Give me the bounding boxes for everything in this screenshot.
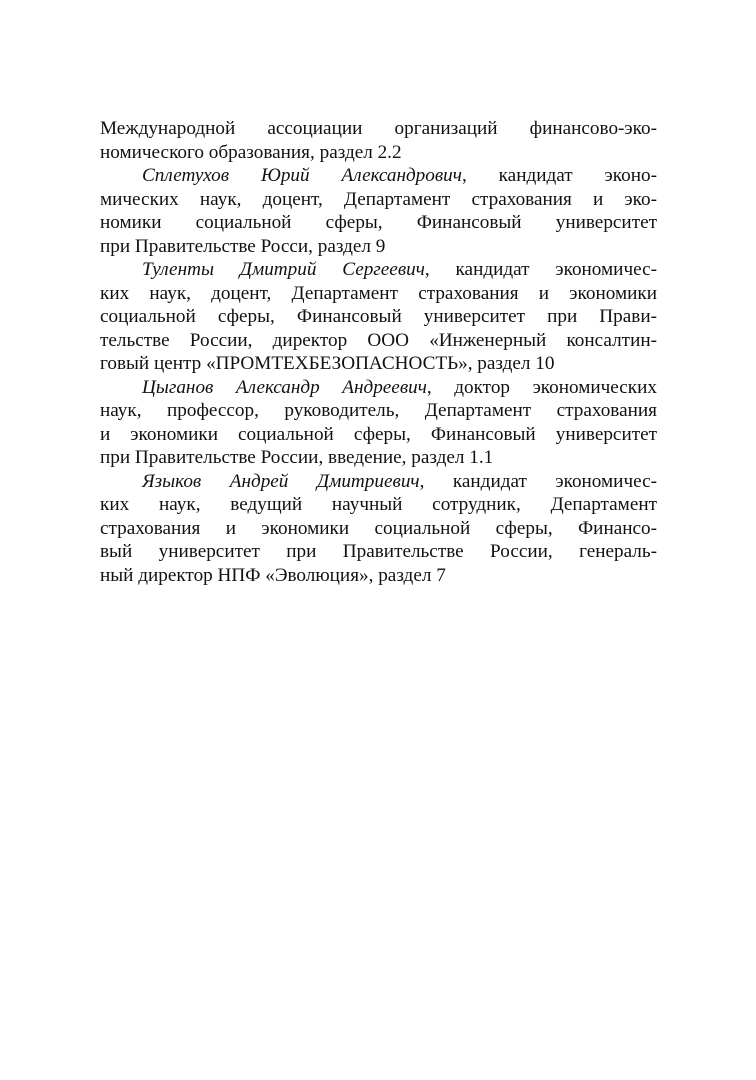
paragraph-first-line — [100, 258, 657, 282]
author-details: , кандидат эконо- — [461, 165, 657, 186]
author-details: , доктор экономических — [426, 376, 657, 398]
paragraph-line: социальной сферы, Финансовый университет при Прави- — [100, 306, 657, 327]
paragraph-line: страхования и экономики социальной сферы, Финансо- — [100, 517, 657, 539]
paragraph-line: ких наук, ведущий научный сотрудник, Департамент — [100, 494, 657, 515]
paragraph-line: Международной ассоциации организаций финансово-эко- — [100, 118, 657, 139]
paragraph-line: и экономики социальной сферы, Финансовый университет — [100, 423, 657, 445]
paragraph-line: наук, профессор, руководитель, Департамент страхования — [100, 400, 657, 421]
paragraph-first-line — [100, 164, 657, 188]
paragraph-line: при Правительстве Росси, раздел 9 — [100, 235, 386, 257]
paragraph-line: ких наук, доцент, Департамент страхования и экономики — [100, 282, 657, 304]
paragraph-line: мических наук, доцент, Департамент страхования и эко- — [100, 188, 657, 210]
author-name: Туленты Дмитрий Сергеевич — [142, 259, 425, 280]
paragraph-line: номического образования, раздел 2.2 — [100, 141, 402, 163]
paragraph-line: ный директор НПФ «Эволюция», раздел 7 — [100, 564, 446, 586]
paragraph-line: вый университет при Правительстве России, генераль- — [100, 541, 657, 562]
paragraph-line: говый центр «ПРОМТЕХБЕЗОПАСНОСТЬ», раздел 10 — [100, 353, 555, 374]
paragraph-line: номики социальной сферы, Финансовый университет — [100, 212, 657, 233]
contributors-list — [100, 117, 657, 587]
paragraph-line: при Правительстве России, введение, раздел 1.1 — [100, 447, 494, 468]
paragraph-first-line — [100, 470, 657, 494]
paragraph-first-line — [100, 376, 657, 400]
author-name: Языков Андрей Дмитриевич — [142, 470, 420, 492]
author-details: , кандидат экономичес- — [419, 470, 657, 492]
author-details: , кандидат экономичес- — [424, 259, 657, 280]
author-name: Цыганов Александр Андреевич — [142, 376, 427, 398]
paragraph-line: тельстве России, директор ООО «Инженерный консалтин- — [100, 329, 657, 351]
author-name: Сплетухов Юрий Александрович — [142, 165, 462, 186]
